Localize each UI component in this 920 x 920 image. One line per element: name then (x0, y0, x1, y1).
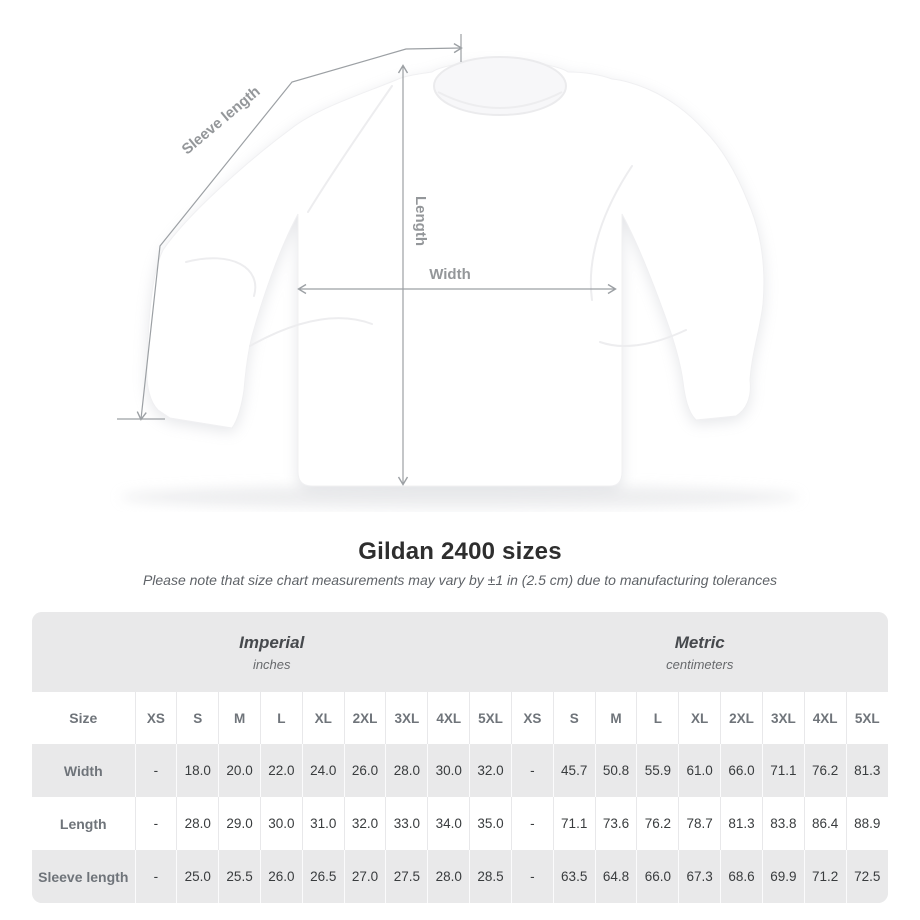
metric-size-header-l: L (637, 692, 679, 744)
imperial-size-header-s: S (177, 692, 219, 744)
imperial-value: 26.5 (302, 850, 344, 903)
metric-value: 63.5 (553, 850, 595, 903)
imperial-value: 26.0 (260, 850, 302, 903)
imperial-value: 30.0 (428, 744, 470, 797)
metric-value: 66.0 (721, 744, 763, 797)
imperial-value: 28.5 (470, 850, 512, 903)
imperial-value: 33.0 (386, 797, 428, 850)
imperial-value: 25.5 (219, 850, 261, 903)
metric-size-header-s: S (553, 692, 595, 744)
imperial-size-header-3xl: 3XL (386, 692, 428, 744)
metric-value: - (511, 850, 553, 903)
imperial-value: 32.0 (470, 744, 512, 797)
metric-value: 76.2 (637, 797, 679, 850)
metric-value: 73.6 (595, 797, 637, 850)
imperial-value: 25.0 (177, 850, 219, 903)
metric-size-header-xl: XL (679, 692, 721, 744)
unit-group-row (32, 612, 888, 692)
metric-value: 78.7 (679, 797, 721, 850)
imperial-value: 22.0 (260, 744, 302, 797)
metric-value: 83.8 (762, 797, 804, 850)
metric-size-header-3xl: 3XL (762, 692, 804, 744)
tolerance-note: Please note that size chart measurements may vary by ±1 in (2.5 cm) due to manufacturing tolerances (142, 572, 778, 588)
row-label: Sleeve length (38, 868, 129, 885)
imperial-size-header-2xl: 2XL (344, 692, 386, 744)
metric-value: 45.7 (553, 744, 595, 797)
imperial-size-header-m: M (219, 692, 261, 744)
imperial-value: 27.0 (344, 850, 386, 903)
imperial-value: 27.5 (386, 850, 428, 903)
imperial-value: 24.0 (302, 744, 344, 797)
measurement-row (32, 850, 888, 903)
metric-value: 55.9 (637, 744, 679, 797)
imperial-value: - (135, 797, 177, 850)
metric-value: 66.0 (637, 850, 679, 903)
size-header-row (32, 692, 888, 744)
imperial-value: 35.0 (470, 797, 512, 850)
metric-value: 81.3 (846, 744, 888, 797)
imperial-value: 34.0 (428, 797, 470, 850)
imperial-value: 28.0 (386, 744, 428, 797)
metric-value: 86.4 (804, 797, 846, 850)
width-label: Width (429, 266, 471, 283)
metric-size-header-m: M (595, 692, 637, 744)
imperial-value: 28.0 (177, 797, 219, 850)
imperial-value: - (135, 744, 177, 797)
imperial-value: 26.0 (344, 744, 386, 797)
size-corner-header: Size (69, 710, 98, 726)
metric-unit-label: centimeters (666, 656, 734, 672)
metric-size-header-xs: XS (511, 692, 553, 744)
metric-value: - (511, 797, 553, 850)
imperial-group-label: Imperial (239, 632, 305, 652)
metric-group-header (511, 612, 888, 692)
row-label: Length (59, 815, 107, 832)
metric-value: 67.3 (679, 850, 721, 903)
metric-value: 71.1 (762, 744, 804, 797)
measurement-row (32, 797, 888, 850)
imperial-size-header-5xl: 5XL (470, 692, 512, 744)
imperial-unit-label: inches (252, 656, 291, 672)
length-label: Length (412, 196, 429, 246)
imperial-size-header-xl: XL (302, 692, 344, 744)
metric-size-header-4xl: 4XL (804, 692, 846, 744)
size-table (32, 612, 888, 903)
metric-value: - (511, 744, 553, 797)
imperial-value: - (135, 850, 177, 903)
sleeve-length-label: Sleeve length (178, 82, 264, 159)
metric-value: 71.2 (804, 850, 846, 903)
imperial-value: 28.0 (428, 850, 470, 903)
imperial-value: 29.0 (219, 797, 261, 850)
imperial-value: 20.0 (219, 744, 261, 797)
metric-group-label: Metric (674, 632, 725, 652)
imperial-value: 18.0 (177, 744, 219, 797)
metric-value: 68.6 (721, 850, 763, 903)
metric-value: 81.3 (721, 797, 763, 850)
size-table-container (32, 612, 888, 903)
imperial-size-header-l: L (260, 692, 302, 744)
metric-value: 50.8 (595, 744, 637, 797)
metric-size-header-2xl: 2XL (721, 692, 763, 744)
metric-value: 72.5 (846, 850, 888, 903)
measurement-row (32, 744, 888, 797)
metric-value: 71.1 (553, 797, 595, 850)
imperial-size-header-xs: XS (135, 692, 177, 744)
imperial-value: 31.0 (302, 797, 344, 850)
metric-value: 69.9 (762, 850, 804, 903)
imperial-size-header-4xl: 4XL (428, 692, 470, 744)
shirt-collar (434, 57, 566, 115)
page-title: Gildan 2400 sizes (358, 538, 562, 565)
metric-value: 76.2 (804, 744, 846, 797)
imperial-group-header (32, 612, 511, 692)
row-label: Width (63, 762, 103, 779)
metric-value: 64.8 (595, 850, 637, 903)
metric-size-header-5xl: 5XL (846, 692, 888, 744)
metric-value: 61.0 (679, 744, 721, 797)
shirt-floor-shadow (120, 485, 800, 509)
metric-value: 88.9 (846, 797, 888, 850)
imperial-value: 32.0 (344, 797, 386, 850)
imperial-value: 30.0 (260, 797, 302, 850)
